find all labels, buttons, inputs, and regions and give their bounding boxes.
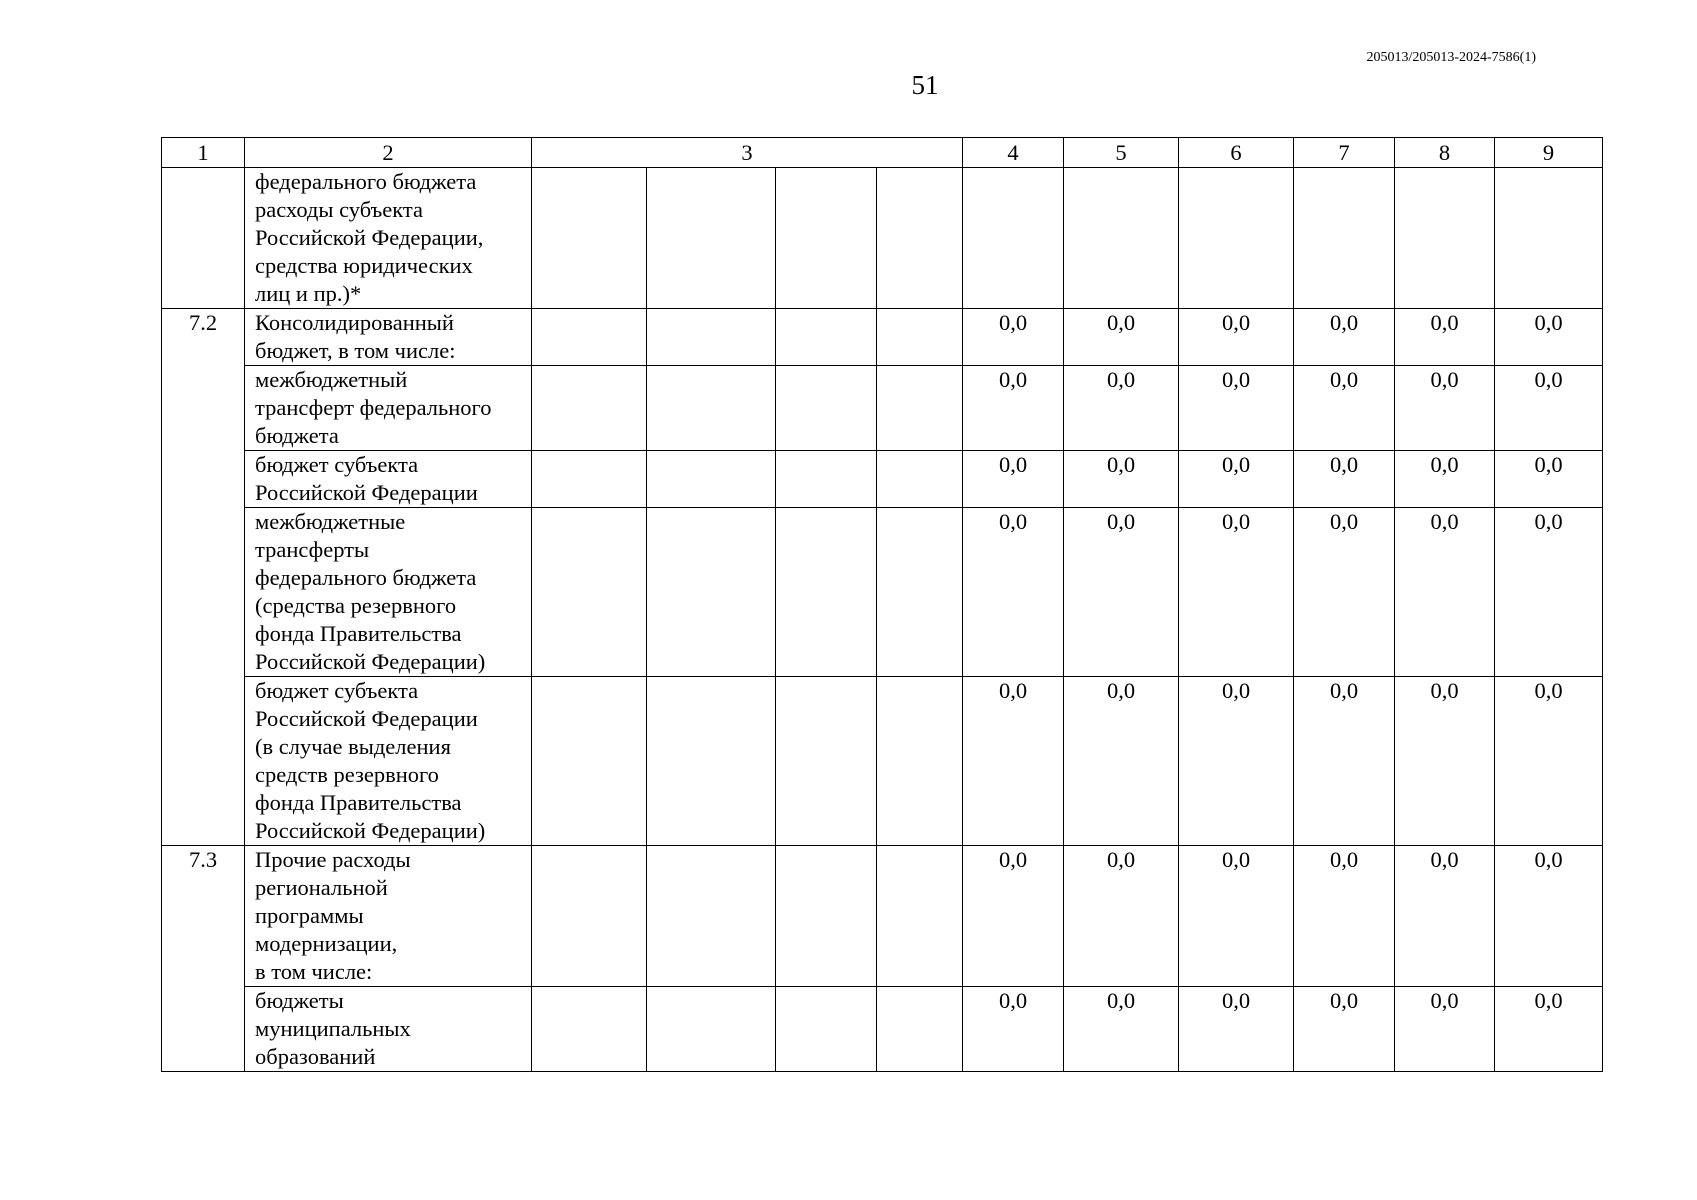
description-line: средства юридических [255, 253, 473, 278]
value-cell: 0,0 [1395, 677, 1495, 846]
value-cell: 0,0 [1495, 508, 1603, 677]
value-cell: 0,0 [1064, 508, 1179, 677]
value-cell: 0,0 [1064, 366, 1179, 451]
header-cell: 5 [1064, 138, 1179, 168]
empty-subcell [877, 508, 963, 677]
description-line: бюджеты [255, 988, 344, 1013]
description-line: Российской Федерации [255, 480, 478, 505]
empty-subcell [776, 168, 877, 309]
value-cell: 0,0 [963, 451, 1064, 508]
description-line: бюджет субъекта [255, 452, 419, 477]
empty-subcell [647, 987, 776, 1072]
value-cell: 0,0 [1294, 846, 1395, 987]
empty-subcell [532, 451, 647, 508]
empty-subcell [647, 846, 776, 987]
description-line: Российской Федерации [255, 706, 478, 731]
empty-subcell [647, 366, 776, 451]
empty-subcell [877, 987, 963, 1072]
description-line: средств резервного [255, 762, 439, 787]
empty-subcell [532, 309, 647, 366]
value-cell: 0,0 [1179, 451, 1294, 508]
description-line: Прочие расходы [255, 847, 411, 872]
description-line: трансферты [255, 537, 370, 562]
table-row [162, 508, 1603, 677]
empty-subcell [647, 508, 776, 677]
value-cell: 0,0 [1495, 846, 1603, 987]
description-line: программы [255, 903, 364, 928]
value-cell: 0,0 [1395, 309, 1495, 366]
description-cell [245, 168, 532, 309]
document-id: 205013/205013-2024-7586(1) [1366, 50, 1536, 65]
description-cell [245, 677, 532, 846]
table-row [162, 168, 1603, 309]
budget-table [161, 137, 1603, 1072]
header-row [162, 138, 1603, 168]
description-line: Консолидированный [255, 310, 454, 335]
value-cell: 0,0 [963, 846, 1064, 987]
empty-subcell [776, 677, 877, 846]
description-line: расходы субъекта [255, 197, 423, 222]
value-cell: 0,0 [1495, 987, 1603, 1072]
value-cell [1064, 168, 1179, 309]
description-line: региональной [255, 875, 388, 900]
description-line: Российской Федерации, [255, 225, 484, 250]
empty-subcell [877, 846, 963, 987]
value-cell: 0,0 [1064, 846, 1179, 987]
empty-subcell [877, 366, 963, 451]
value-cell: 0,0 [1294, 987, 1395, 1072]
value-cell: 0,0 [1179, 366, 1294, 451]
description-cell [245, 309, 532, 366]
description-line: (средства резервного [255, 593, 457, 618]
value-cell: 0,0 [1495, 366, 1603, 451]
value-cell: 0,0 [1294, 451, 1395, 508]
empty-subcell [776, 309, 877, 366]
description-line: в том числе: [255, 959, 373, 984]
value-cell: 0,0 [1064, 987, 1179, 1072]
empty-subcell [776, 846, 877, 987]
empty-subcell [647, 677, 776, 846]
table-row [162, 309, 1603, 366]
row-number-cell: 7.2 [162, 309, 245, 846]
description-line: образований [255, 1044, 376, 1069]
value-cell [1294, 168, 1395, 309]
table-row [162, 451, 1603, 508]
value-cell: 0,0 [1495, 309, 1603, 366]
empty-subcell [532, 366, 647, 451]
value-cell: 0,0 [1495, 451, 1603, 508]
value-cell [963, 168, 1064, 309]
empty-subcell [776, 508, 877, 677]
empty-subcell [877, 451, 963, 508]
description-line: муниципальных [255, 1016, 411, 1041]
empty-subcell [532, 677, 647, 846]
description-line: межбюджетный [255, 367, 408, 392]
empty-subcell [776, 987, 877, 1072]
value-cell: 0,0 [1064, 677, 1179, 846]
value-cell: 0,0 [1294, 508, 1395, 677]
value-cell: 0,0 [1179, 508, 1294, 677]
description-line: федерального бюджета [255, 565, 477, 590]
empty-subcell [647, 451, 776, 508]
description-line: Российской Федерации) [255, 818, 486, 843]
value-cell: 0,0 [1179, 677, 1294, 846]
value-cell: 0,0 [963, 508, 1064, 677]
value-cell: 0,0 [963, 987, 1064, 1072]
empty-subcell [877, 677, 963, 846]
description-line: межбюджетные [255, 509, 406, 534]
header-cell: 3 [532, 138, 963, 168]
description-line: модернизации, [255, 931, 398, 956]
value-cell: 0,0 [1395, 508, 1495, 677]
empty-subcell [647, 168, 776, 309]
description-line: лиц и пр.)* [255, 281, 362, 306]
header-cell: 7 [1294, 138, 1395, 168]
empty-subcell [877, 168, 963, 309]
header-cell: 4 [963, 138, 1064, 168]
description-cell [245, 366, 532, 451]
header-cell: 2 [245, 138, 532, 168]
description-line: фонда Правительства [255, 621, 462, 646]
empty-subcell [647, 309, 776, 366]
value-cell [1179, 168, 1294, 309]
value-cell: 0,0 [1395, 987, 1495, 1072]
value-cell: 0,0 [1179, 846, 1294, 987]
header-cell: 9 [1495, 138, 1603, 168]
row-number-cell [162, 168, 245, 309]
description-cell [245, 508, 532, 677]
empty-subcell [532, 846, 647, 987]
empty-subcell [532, 168, 647, 309]
header-cell: 8 [1395, 138, 1495, 168]
table-row [162, 987, 1603, 1072]
description-line: (в случае выделения [255, 734, 451, 759]
value-cell: 0,0 [963, 309, 1064, 366]
description-line: фонда Правительства [255, 790, 462, 815]
description-cell [245, 846, 532, 987]
value-cell: 0,0 [1294, 366, 1395, 451]
page-number: 51 [911, 70, 939, 100]
empty-subcell [776, 366, 877, 451]
description-cell [245, 987, 532, 1072]
table-row [162, 366, 1603, 451]
value-cell: 0,0 [1395, 451, 1495, 508]
value-cell: 0,0 [963, 677, 1064, 846]
empty-subcell [877, 309, 963, 366]
header-cell: 6 [1179, 138, 1294, 168]
value-cell: 0,0 [1064, 309, 1179, 366]
table-row [162, 677, 1603, 846]
value-cell: 0,0 [963, 366, 1064, 451]
empty-subcell [532, 508, 647, 677]
value-cell: 0,0 [1395, 846, 1495, 987]
empty-subcell [532, 987, 647, 1072]
value-cell [1495, 168, 1603, 309]
description-line: трансферт федерального [255, 395, 492, 420]
empty-subcell [776, 451, 877, 508]
description-line: бюджет субъекта [255, 678, 419, 703]
value-cell: 0,0 [1294, 677, 1395, 846]
value-cell: 0,0 [1294, 309, 1395, 366]
value-cell: 0,0 [1064, 451, 1179, 508]
description-cell [245, 451, 532, 508]
value-cell: 0,0 [1179, 309, 1294, 366]
description-line: федерального бюджета [255, 169, 477, 194]
description-line: бюджета [255, 423, 339, 448]
header-cell: 1 [162, 138, 245, 168]
value-cell: 0,0 [1495, 677, 1603, 846]
table-row [162, 846, 1603, 987]
value-cell [1395, 168, 1495, 309]
description-line: бюджет, в том числе: [255, 338, 456, 363]
value-cell: 0,0 [1179, 987, 1294, 1072]
value-cell: 0,0 [1395, 366, 1495, 451]
row-number-cell: 7.3 [162, 846, 245, 1072]
description-line: Российской Федерации) [255, 649, 486, 674]
